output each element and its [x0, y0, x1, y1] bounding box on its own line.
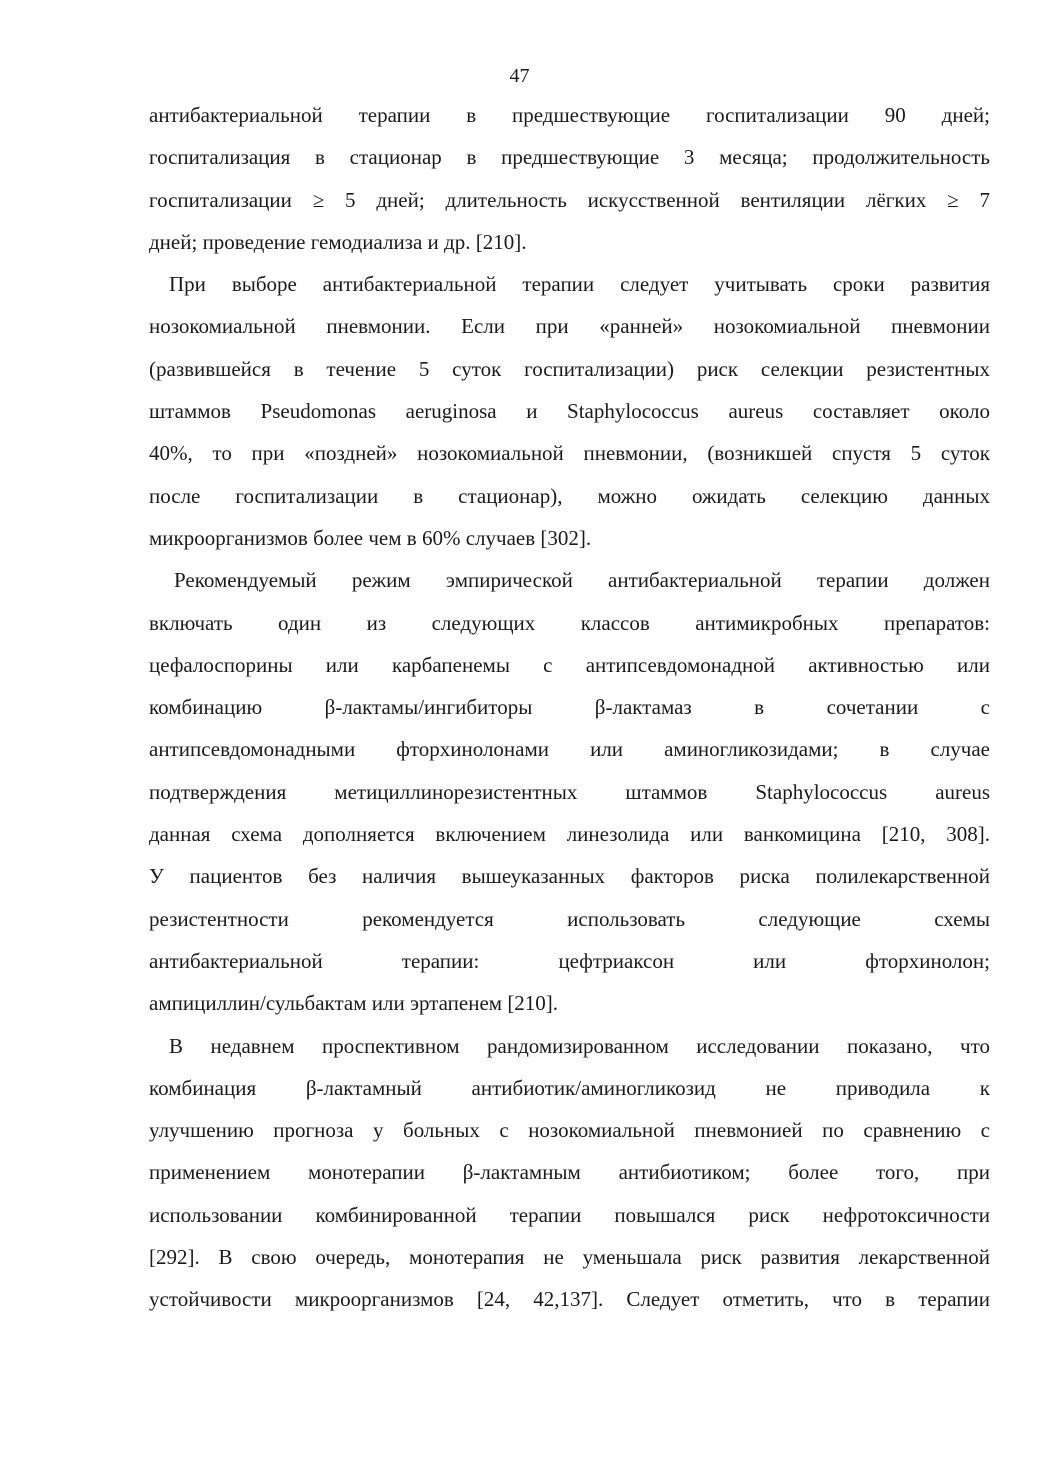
- text-line: госпитализации ≥ 5 дней; длительность искусственной вентиляции лёгких ≥ 7: [149, 187, 990, 212]
- text-line: улучшению прогноза у больных с нозокомиальной пневмонией по сравнению с: [149, 1118, 990, 1143]
- text-line: подтверждения метициллинорезистентных штаммов Staphylococcus aureus: [149, 779, 990, 804]
- text-line: антипсевдомонадными фторхинолонами или аминогликозидами; в случае: [149, 737, 990, 762]
- text-line: данная схема дополняется включением линезолида или ванкомицина [210, 308].: [149, 822, 990, 847]
- text-line: использовании комбинированной терапии повышался риск нефротоксичности: [149, 1202, 990, 1227]
- text-line: антибактериальной терапии в предшествующие госпитализации 90 дней;: [149, 103, 990, 127]
- text-line: микроорганизмов более чем в 60% случаев [302].: [149, 525, 592, 550]
- text-line: нозокомиальной пневмонии. Если при «ранней» нозокомиальной пневмонии: [149, 314, 990, 339]
- text-line: комбинацию β-лактамы/ингибиторы β-лактамаз в сочетании с: [149, 695, 990, 720]
- text-line: В недавнем проспективном рандомизированном исследовании показано, что: [169, 1033, 990, 1058]
- text-line: 40%, то при «поздней» нозокомиальной пневмонии, (возникшей спустя 5 суток: [149, 441, 990, 466]
- text-line: после госпитализации в стационар), можно ожидать селекцию данных: [149, 483, 990, 508]
- text-line: антибактериальной терапии: цефтриаксон или фторхинолон;: [149, 948, 990, 973]
- text-line: резистентности рекомендуется использовать следующие схемы: [149, 906, 990, 931]
- text-line: дней; проведение гемодиализа и др. [210].: [149, 229, 527, 254]
- text-line: (развившейся в течение 5 суток госпитализации) риск селекции резистентных: [149, 356, 990, 381]
- text-line: При выборе антибактериальной терапии следует учитывать сроки развития: [169, 272, 990, 297]
- text-line: ампициллин/сульбактам или эртапенем [210].: [149, 991, 559, 1016]
- text-line: госпитализация в стационар в предшествующие 3 месяца; продолжительность: [149, 145, 990, 170]
- text-line: включать один из следующих классов антимикробных препаратов:: [149, 610, 990, 635]
- page-number: 47: [509, 65, 530, 87]
- text-line: [292]. В свою очередь, монотерапия не уменьшала риск развития лекарственной: [149, 1245, 990, 1270]
- text-line: штаммов Pseudomonas aeruginosa и Staphylococcus aureus составляет около: [149, 399, 990, 424]
- text-line: цефалоспорины или карбапенемы с антипсевдомонадной активностью или: [149, 652, 990, 677]
- text-line: применением монотерапии β-лактамным антибиотиком; более того, при: [149, 1160, 990, 1185]
- text-line: У пациентов без наличия вышеуказанных факторов риска полилекарственной: [149, 864, 990, 889]
- text-line: устойчивости микроорганизмов [24, 42,137]. Следует отметить, что в терапии: [149, 1287, 990, 1312]
- text-line: Рекомендуемый режим эмпирической антибактериальной терапии должен: [174, 568, 990, 593]
- text-line: комбинация β-лактамный антибиотик/аминогликозид не приводила к: [149, 1075, 990, 1100]
- body-text: [149, 98, 990, 1325]
